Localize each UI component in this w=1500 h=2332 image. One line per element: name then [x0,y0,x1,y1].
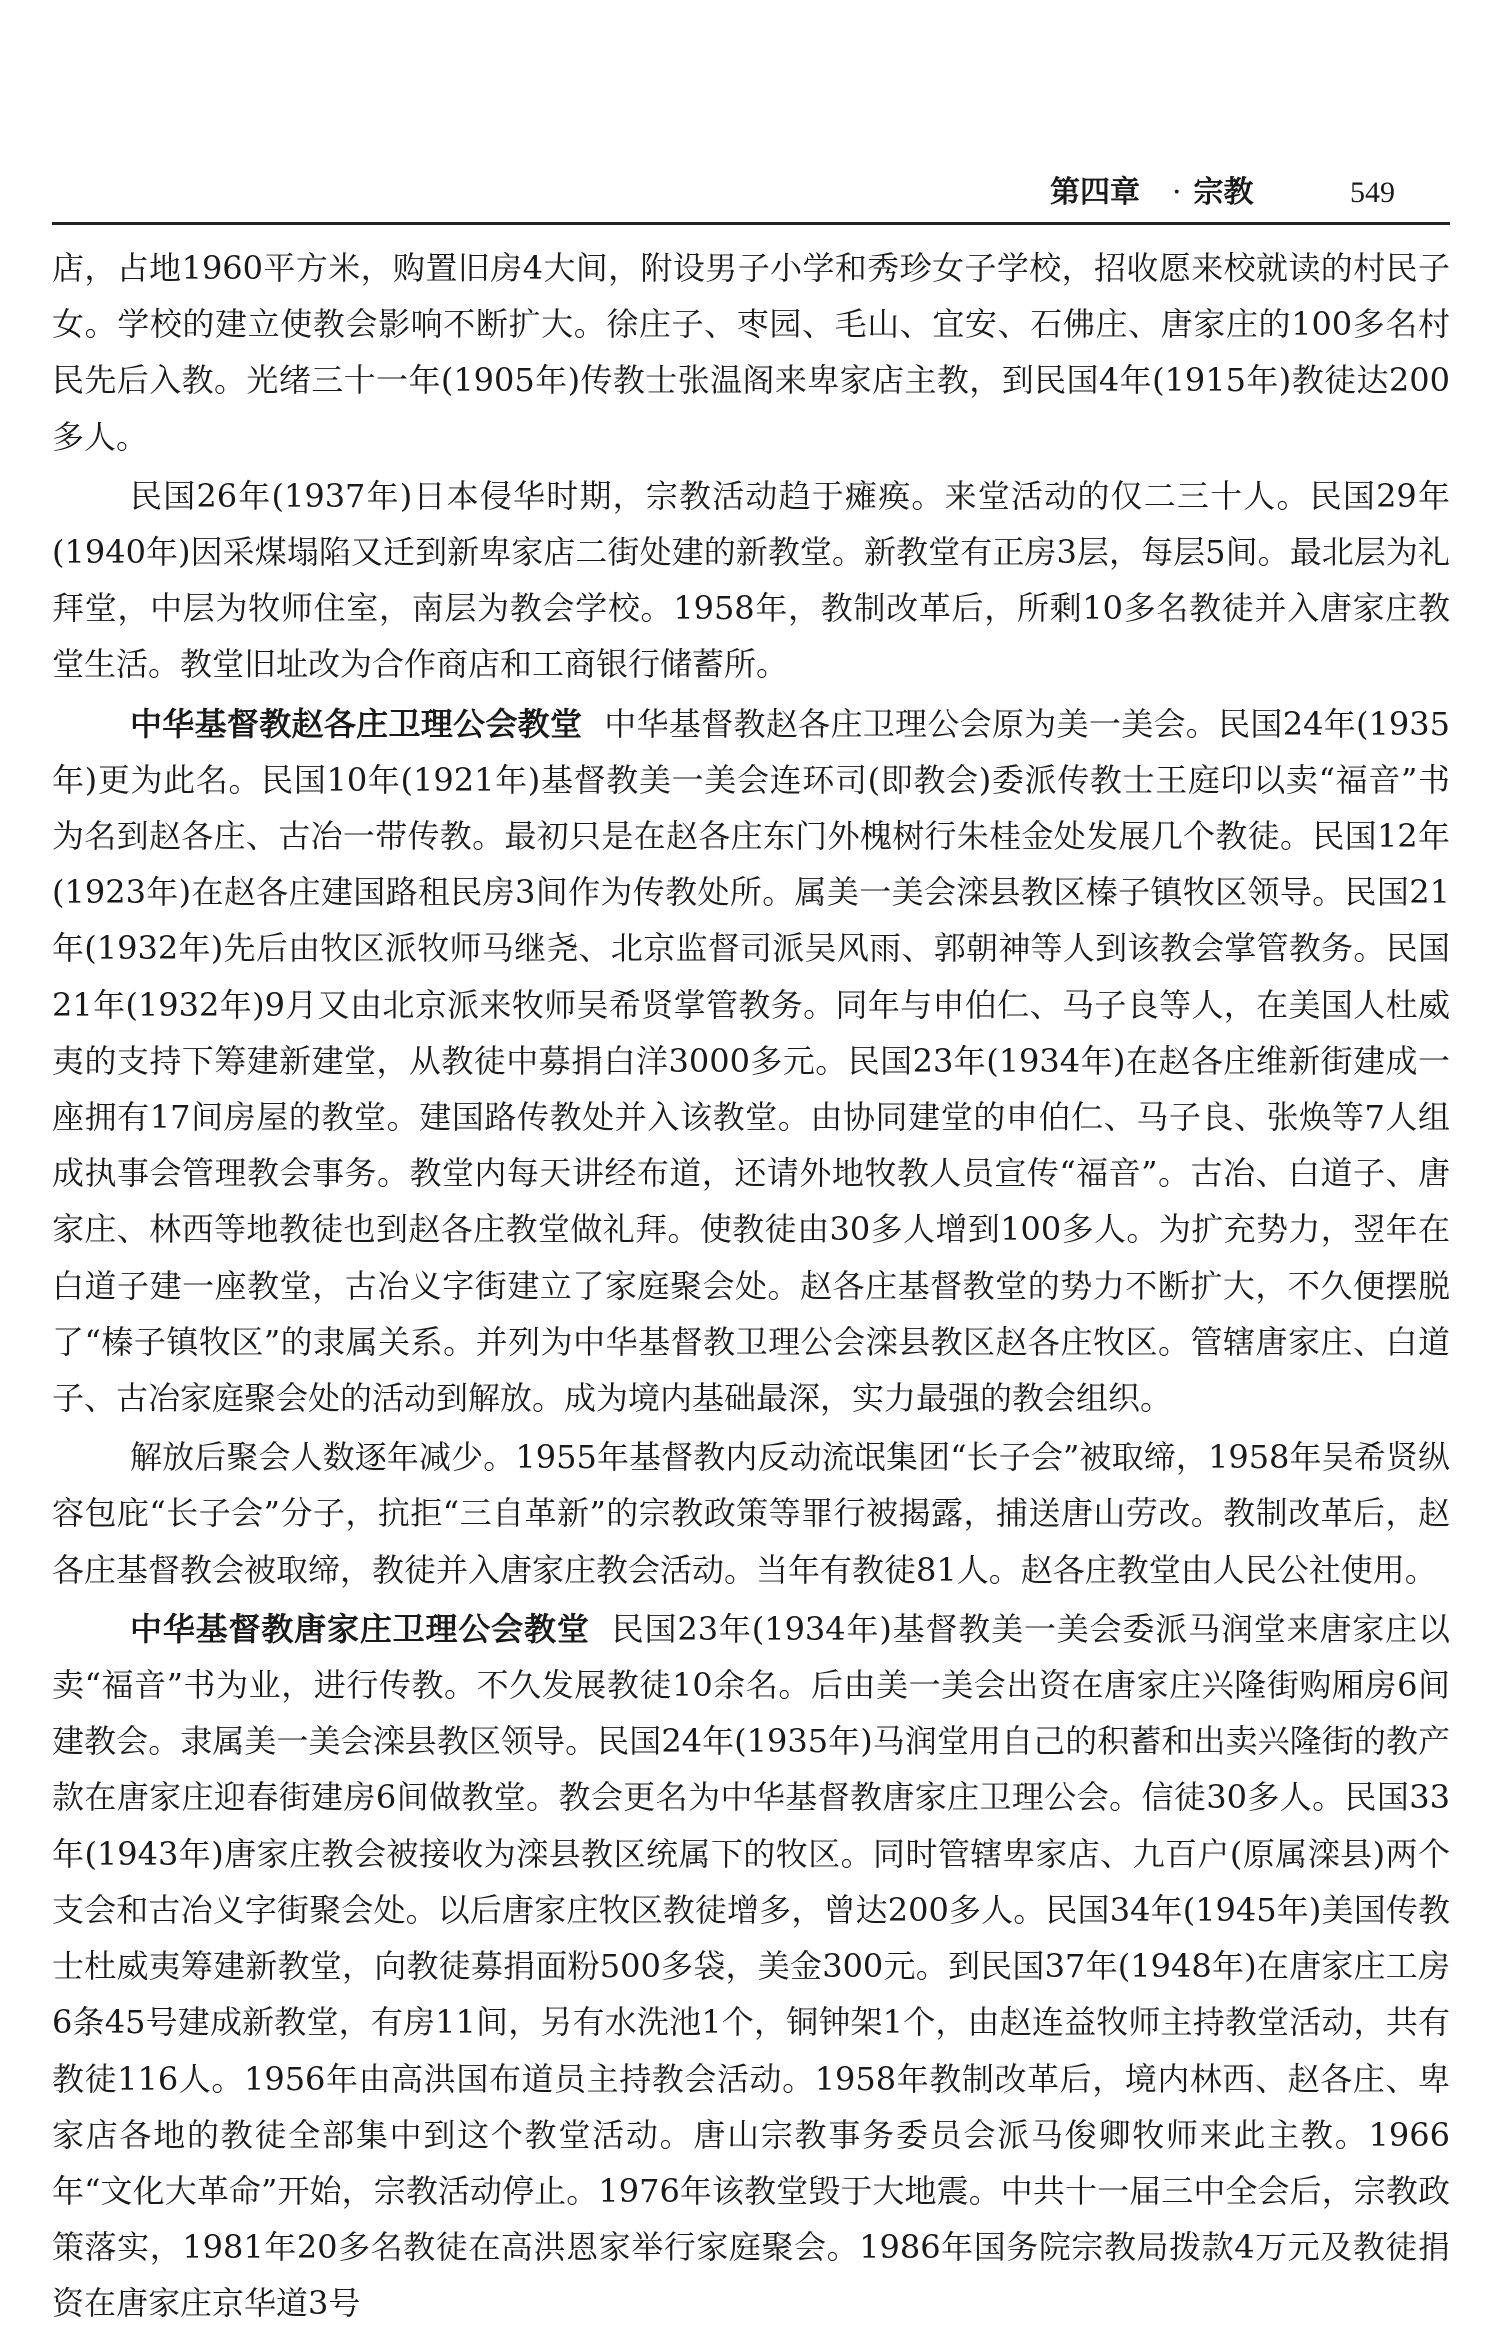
paragraph-text: 中华基督教赵各庄卫理公会原为美一美会。民国24年(1935年)更为此名。民国10年(1921年)基督教美一美会连环司(即教会)委派传教士王庭印以卖“福音”书为名到赵各庄、古冶一带传教。最初只是在赵各庄东门外槐树行朱桂金处发展几个教徒。民国12年(1923年)在赵各庄建国路租民房3间作为传教处所。属美一美会滦县教区榛子镇牧区领导。民国21年(1932年)先后由牧区派牧师马继尧、北京监督司派吴风雨、郭朝神等人到该教会掌管教务。民国21年(1932年)9月又由北京派来牧师吴希贤掌管教务。同年与申伯仁、马子良等人，在美国人杜威夷的支持下筹建新建堂，从教徒中募捐白洋3000多元。民国23年(1934年)在赵各庄维新街建成一座拥有17间房屋的教堂。建国路传教处并入该教堂。由协同建堂的申伯仁、马子良、张焕等7人组成执事会管理教会事务。教堂内每天讲经布道，还请外地牧教人员宣传“福音”。古冶、白道子、唐家庄、林西等地教徒也到赵各庄教堂做礼拜。使教徒由30多人增到100多人。为扩充势力，翌年在白道子建一座教堂，古冶义字街建立了家庭聚会处。赵各庄基督教堂的势力不断扩大，不久便摆脱了“榛子镇牧区”的隶属关系。并列为中华基督教卫理公会滦县教区赵各庄牧区。管辖唐家庄、白道子、古冶家庭聚会处的活动到解放。成为境内基础最深，实力最强的教会组织。 [52,704,1450,1418]
paragraph-1 [52,240,1450,465]
paragraph-text: 民国23年(1934年)基督教美一美会委派马润堂来唐家庄以卖“福音”书为业，进行传教。不久发展教徒10余名。后由美一美会出资在唐家庄兴隆街购厢房6间建教会。隶属美一美会滦县教区领导。民国24年(1935年)马润堂用自己的积蓄和出卖兴隆街的教产款在唐家庄迎春街建房6间做教堂。教会更名为中华基督教唐家庄卫理公会。信徒30多人。民国33年(1943年)唐家庄教会被接收为滦县教区统属下的牧区。同时管辖卑家店、九百户(原属滦县)两个支会和古冶义字街聚会处。以后唐家庄牧区教徒增多，曾达200多人。民国34年(1945年)美国传教士杜威夷筹建新教堂，向教徒募捐面粉500多袋，美金300元。到民国37年(1948年)在唐家庄工房6条45号建成新教堂，有房11间，另有水洗池1个，铜钟架1个，由赵连益牧师主持教堂活动，共有教徒116人。1956年由高洪国布道员主持教会活动。1958年教制改革后，境内林西、赵各庄、卑家店各地的教徒全部集中到这个教堂活动。唐山宗教事务委员会派马俊卿牧师来此主教。1966年“文化大革命”开始，宗教活动停止。1976年该教堂毁于大地震。中共十一届三中全会后，宗教政策落实，1981年20多名教徒在高洪恩家举行家庭聚会。1986年国务院宗教局拨款4万元及教徒捐资在唐家庄京华道3号 [52,1609,1450,2323]
chapter-label: 第四章 [1050,175,1140,210]
paragraph-5 [52,1601,1450,2332]
paragraph-2 [52,468,1450,693]
page-number: 549 [1350,176,1395,209]
paragraph-heading: 中华基督教赵各庄卫理公会教堂 [130,704,583,743]
body-text [52,240,1450,2332]
head-separator: · [1172,175,1182,210]
header-rule [52,222,1450,225]
paragraph-3 [52,696,1450,1427]
paragraph-text: 店，占地1960平方米，购置旧房4大间，附设男子小学和秀珍女子学校，招收愿来校就读的村民子女。学校的建立使教会影响不断扩大。徐庄子、枣园、毛山、宜安、石佛庄、唐家庄的100多名村民先后入教。光绪三十一年(1905年)传教士张温阁来卑家店主教，到民国4年(1915年)教徒达200多人。 [52,249,1450,456]
paragraph-text: 民国26年(1937年)日本侵华时期，宗教活动趋于瘫痪。来堂活动的仅二三十人。民国29年(1940年)因采煤塌陷又迁到新卑家店二街处建的新教堂。新教堂有正房3层，每层5间。最北层为礼拜堂，中层为牧师住室，南层为教会学校。1958年，教制改革后，所剩10多名教徒并入唐家庄教堂生活。教堂旧址改为合作商店和工商银行储蓄所。 [52,476,1450,684]
paragraph-4 [52,1429,1450,1598]
paragraph-heading: 中华基督教唐家庄卫理公会教堂 [130,1609,590,1648]
paragraph-text: 解放后聚会人数逐年减少。1955年基督教内反动流氓集团“长子会”被取缔，1958年吴希贤纵容包庇“长子会”分子，抗拒“三自革新”的宗教政策等罪行被揭露，捕送唐山劳改。教制改革后，赵各庄基督教会被取缔，教徒并入唐家庄教会活动。当年有教徒81人。赵各庄教堂由人民公社使用。 [52,1438,1450,1589]
running-head [1050,170,1395,216]
section-label: 宗教 [1193,175,1254,210]
